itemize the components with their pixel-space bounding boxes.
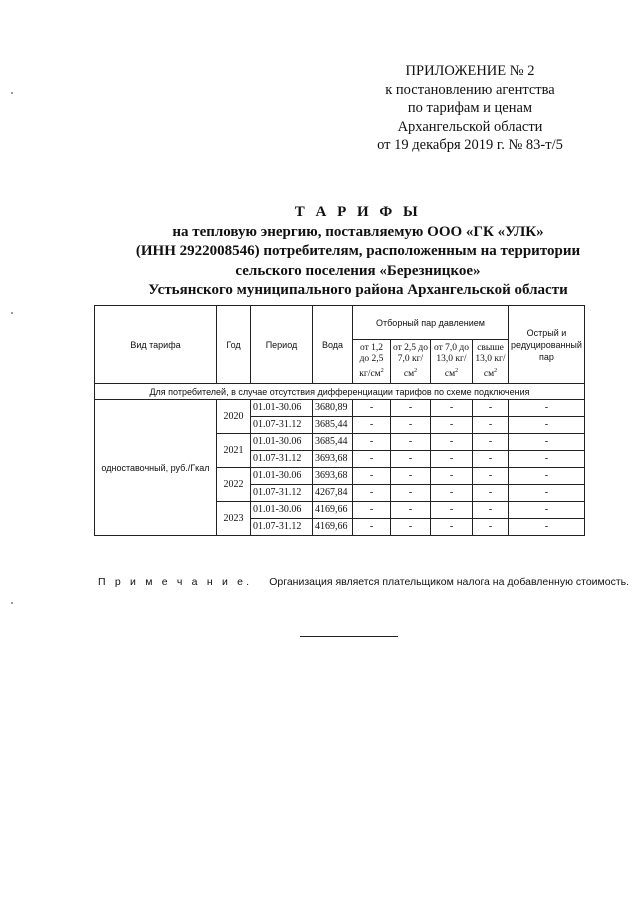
title-line: сельского поселения «Березницкое» <box>235 262 481 279</box>
steam-4-value: - <box>473 434 509 451</box>
steam-3-value: - <box>431 519 473 536</box>
sharp-steam-value: - <box>509 434 585 451</box>
water-value: 3693,68 <box>313 468 353 485</box>
water-value: 4169,66 <box>313 502 353 519</box>
water-value: 3685,44 <box>313 434 353 451</box>
year-cell: 2023 <box>217 502 251 536</box>
steam-4-value: - <box>473 485 509 502</box>
header-steam-1: от 1,2 до 2,5 $кг/см^2$ <box>353 340 391 384</box>
steam-4-value: - <box>473 502 509 519</box>
title-line: Устьянского муниципального района Архангельской области <box>148 282 568 298</box>
period-cell: 01.01-30.06 <box>251 468 313 485</box>
period-cell: 01.07-31.12 <box>251 485 313 502</box>
steam-4-value: - <box>473 417 509 434</box>
sharp-steam-value: - <box>509 485 585 502</box>
period-cell: 01.07-31.12 <box>251 451 313 468</box>
steam-2-value: - <box>391 485 431 502</box>
period-cell: 01.01-30.06 <box>251 502 313 519</box>
steam-3-value: - <box>431 434 473 451</box>
tariff-table <box>94 305 585 536</box>
year-cell: 2022 <box>217 468 251 502</box>
separator-line <box>300 636 398 637</box>
sharp-steam-value: - <box>509 417 585 434</box>
header-period: Период <box>251 306 313 384</box>
steam-3-value: - <box>431 451 473 468</box>
period-cell: 01.07-31.12 <box>251 417 313 434</box>
water-value: 4267,84 <box>313 485 353 502</box>
steam-4-value: - <box>473 468 509 485</box>
steam-1-value: - <box>353 485 391 502</box>
appendix-line: Архангельской области <box>397 118 543 135</box>
note-text: Организация является плательщиком налога на добавленную стоимость. <box>269 576 630 588</box>
header-sharp-steam: Острый и редуцированный пар <box>509 306 585 384</box>
water-value: 3693,68 <box>313 451 353 468</box>
steam-1-value: - <box>353 468 391 485</box>
appendix-line: ПРИЛОЖЕНИЕ № 2 <box>405 63 535 79</box>
steam-2-value: - <box>391 400 431 417</box>
sharp-steam-value: - <box>509 451 585 468</box>
water-value: 3685,44 <box>313 417 353 434</box>
water-value: 4169,66 <box>313 519 353 536</box>
header-steam-3: от 7,0 до 13,0 $кг/см^2$ <box>431 340 473 384</box>
sharp-steam-value: - <box>509 400 585 417</box>
steam-2-value: - <box>391 519 431 536</box>
steam-3-value: - <box>431 502 473 519</box>
steam-3-value: - <box>431 417 473 434</box>
steam-3-value: - <box>431 468 473 485</box>
steam-2-value: - <box>391 417 431 434</box>
steam-3-value: - <box>431 485 473 502</box>
period-cell: 01.01-30.06 <box>251 434 313 451</box>
header-year: Год <box>217 306 251 384</box>
period-cell: 01.01-30.06 <box>251 400 313 417</box>
tariff-name-cell: одноставочный, руб./Гкал <box>95 400 217 536</box>
steam-1-value: - <box>353 400 391 417</box>
title-heading: Т А Р И Ф Ы <box>294 204 422 220</box>
steam-1-value: - <box>353 417 391 434</box>
steam-1-value: - <box>353 434 391 451</box>
note-label: П р и м е ч а н и е. <box>98 576 253 588</box>
steam-2-value: - <box>391 434 431 451</box>
year-cell: 2020 <box>217 400 251 434</box>
header-tariff-type: Вид тарифа <box>95 306 217 384</box>
appendix-line: по тарифам и ценам <box>407 100 533 116</box>
appendix-block <box>350 62 590 155</box>
steam-1-value: - <box>353 502 391 519</box>
water-value: 3680,89 <box>313 400 353 417</box>
steam-2-value: - <box>391 468 431 485</box>
title-line: (ИНН 2922008546) потребителям, расположенным на территории <box>135 243 581 259</box>
steam-4-value: - <box>473 451 509 468</box>
scan-speck <box>11 312 13 314</box>
header-selected-steam: Отборный пар давлением <box>353 306 509 340</box>
steam-1-value: - <box>353 451 391 468</box>
steam-4-value: - <box>473 519 509 536</box>
consumer-group-row: Для потребителей, в случае отсутствия дифференциации тарифов по схеме подключения <box>95 384 585 400</box>
steam-2-value: - <box>391 502 431 519</box>
sharp-steam-value: - <box>509 502 585 519</box>
steam-2-value: - <box>391 451 431 468</box>
scan-speck <box>11 602 13 604</box>
steam-1-value: - <box>353 519 391 536</box>
period-cell: 01.07-31.12 <box>251 519 313 536</box>
steam-4-value: - <box>473 400 509 417</box>
steam-3-value: - <box>431 400 473 417</box>
header-water: Вода <box>313 306 353 384</box>
header-steam-4: свыше 13,0 $кг/см^2$ <box>473 340 509 384</box>
scan-speck <box>11 92 13 94</box>
sharp-steam-value: - <box>509 468 585 485</box>
appendix-line: от 19 декабря 2019 г. № 83-т/5 <box>377 137 563 153</box>
appendix-line: к постановлению агентства <box>385 81 555 98</box>
sharp-steam-value: - <box>509 519 585 536</box>
document-title <box>88 203 628 301</box>
title-line: на тепловую энергию, поставляемую ООО «ГК «УЛК» <box>172 223 544 240</box>
note <box>98 576 630 588</box>
header-steam-2: от 2,5 до 7,0 $кг/см^2$ <box>391 340 431 384</box>
year-cell: 2021 <box>217 434 251 468</box>
